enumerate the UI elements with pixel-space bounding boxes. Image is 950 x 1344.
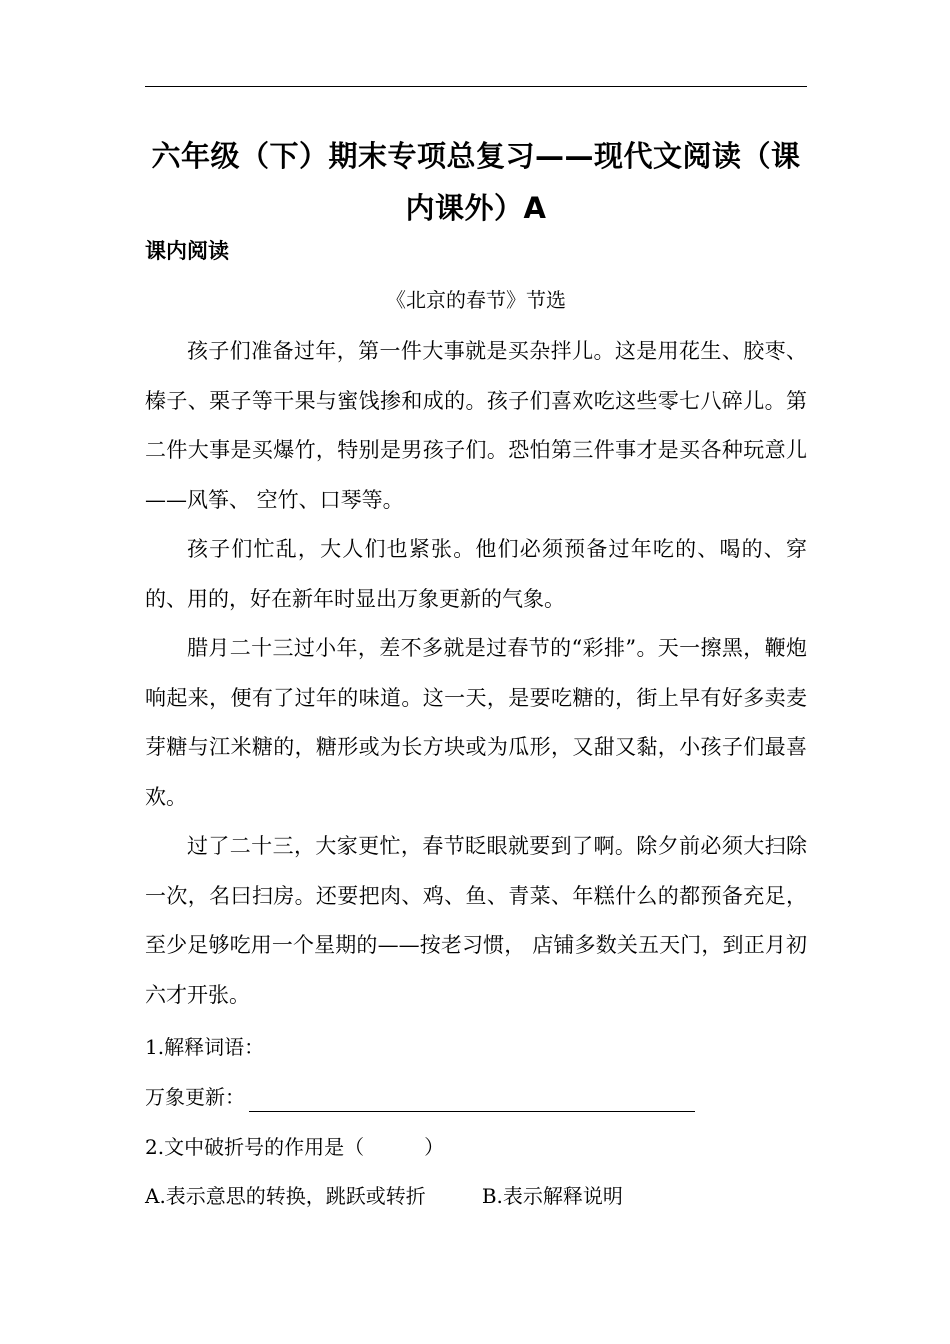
question-1-term: 万象更新： [145,1085,245,1109]
question-2-options [145,1181,623,1211]
paragraph-4: 过了二十三，大家更忙，春节眨眼就要到了啊。除夕前必须大扫除一次，名曰扫房。还要把肉、鸡、鱼、青菜、年糕什么的都预备充足，至少足够吃用一个星期的——按老习惯， 店铺多数关五天门，到正月初六才开张。 [145,834,807,1007]
paragraph-1: 孩子们准备过年，第一件大事就是买杂拌儿。这是用花生、胶枣、榛子、栗子等干果与蜜饯掺和成的。孩子们喜欢吃这些零七八碎儿。第二件大事是买爆竹，特别是男孩子们。恐怕第三件事才是买各种玩意儿——风筝、 空竹、口琴等。 [145,339,807,512]
question-1-item [145,1082,695,1112]
option-b[interactable]: B.表示解释说明 [481,1184,623,1208]
passage-title: 《北京的春节》节选 [386,288,566,312]
document-title: 六年级（下）期末专项总复习——现代文阅读（课内课外）A [151,139,801,225]
question-2-label: 2.文中破折号的作用是（ ） [145,1135,445,1159]
answer-blank[interactable] [249,1089,695,1112]
paragraph-2: 孩子们忙乱，大人们也紧张。他们必须预备过年吃的、喝的、穿的、用的，好在新年时显出万象更新的气象。 [145,537,807,611]
question-1-label: 1.解释词语： [145,1035,265,1059]
header-rule [145,86,807,87]
section-heading: 课内阅读 [145,239,229,263]
paragraph-3: 腊月二十三过小年，差不多就是过春节的“彩排”。天一擦黑，鞭炮响起来，便有了过年的味道。这一天，是要吃糖的，街上早有好多卖麦芽糖与江米糖的，糖形或为长方块或为瓜形，又甜又黏，小孩子们最喜欢。 [145,636,807,809]
option-a[interactable]: A.表示意思的转换，跳跃或转折 [145,1184,426,1208]
